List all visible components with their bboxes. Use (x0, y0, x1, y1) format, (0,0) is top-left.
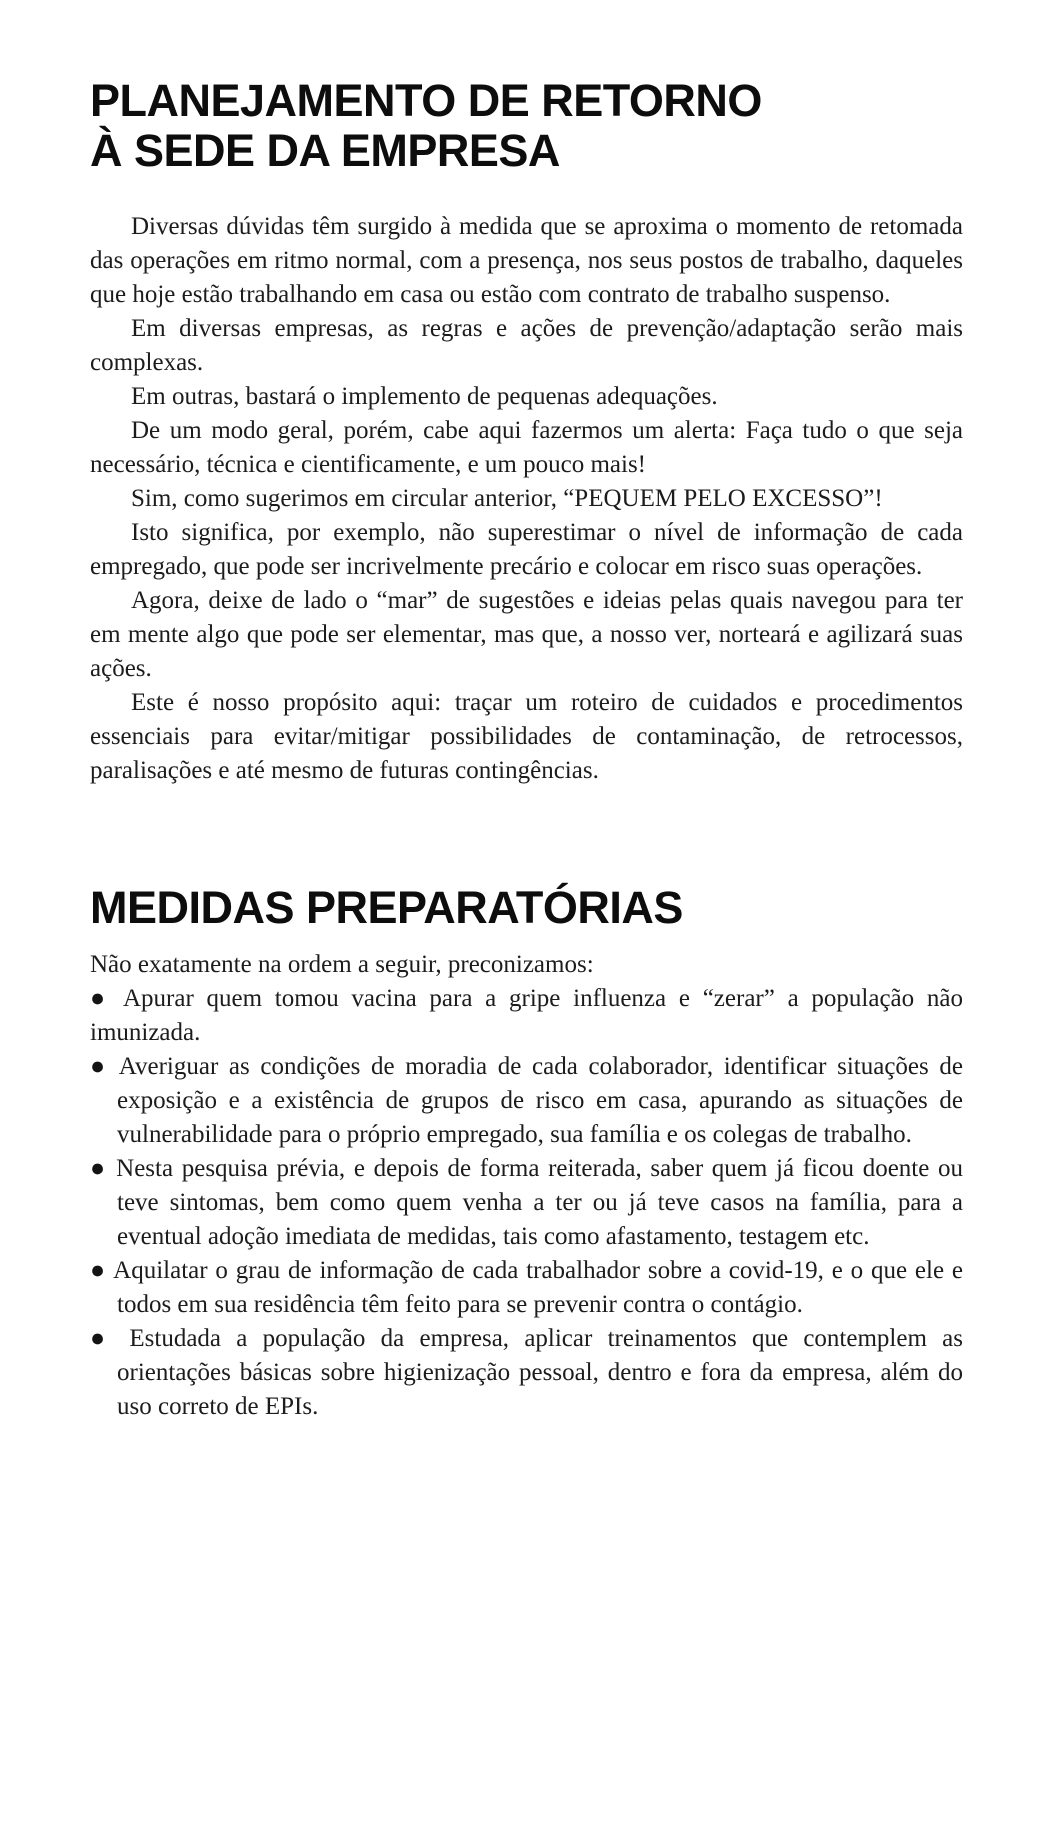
paragraph: Em diversas empresas, as regras e ações de prevenção/adaptação serão mais complexas. (90, 315, 963, 376)
paragraph: Isto significa, por exemplo, não superestimar o nível de informação de cada empregado, que pode ser incrivelmente precário e colocar em risco suas operações. (90, 519, 963, 580)
paragraph: De um modo geral, porém, cabe aqui fazermos um alerta: Faça tudo o que seja necessário, técnica e cientificamente, e um pouco mais! (90, 417, 963, 478)
bullet-item (90, 1050, 963, 1152)
paragraph: Agora, deixe de lado o “mar” de sugestões e ideias pelas quais navegou para ter em mente algo que pode ser elementar, mas que, a nosso ver, norteará e agilizará suas ações. (90, 587, 963, 682)
bullet-text: Nesta pesquisa prévia, e depois de forma reiterada, saber quem já ficou doente ou teve sintomas, bem como quem venha a ter ou já teve casos na família, para a eventual adoção imediata de medidas, tais como afastamento, testagem etc. (116, 1155, 963, 1250)
bullet-icon: ● (90, 1257, 107, 1284)
bullet-icon: ● (90, 1155, 108, 1182)
bullet-text: Averiguar as condições de moradia de cada colaborador, identificar situações de exposição e a existência de grupos de risco em casa, apurando as situações de vulnerabilidade para o próprio empregado, sua família e os colegas de trabalho. (117, 1053, 963, 1148)
page-title-line-1: PLANEJAMENTO DE RETORNO (90, 75, 762, 126)
bullet-item (90, 1254, 963, 1322)
bullet-text: Apurar quem tomou vacina para a gripe influenza e “zerar” a população não imunizada. (90, 985, 963, 1046)
bullet-icon: ● (90, 1053, 110, 1080)
paragraph: Este é nosso propósito aqui: traçar um roteiro de cuidados e procedimentos essenciais para evitar/mitigar possibilidades de contaminação, de retrocessos, paralisações e até mesmo de futuras contingências. (90, 689, 963, 784)
bullet-item (90, 982, 963, 1050)
page-title (90, 76, 963, 176)
bullet-item (90, 1322, 963, 1424)
bullet-icon: ● (90, 1325, 115, 1352)
document-page (0, 76, 1063, 1830)
bullet-icon: ● (90, 985, 112, 1012)
paragraph: Em outras, bastará o implemento de pequenas adequações. (131, 383, 718, 410)
section-heading: MEDIDAS PREPARATÓRIAS (90, 882, 683, 933)
paragraph: Diversas dúvidas têm surgido à medida que se aproxima o momento de retomada das operações em ritmo normal, com a presença, nos seus postos de trabalho, daqueles que hoje estão trabalhando em casa ou estão com contrato de trabalho suspenso. (90, 213, 963, 308)
list-intro: Não exatamente na ordem a seguir, preconizamos: (90, 951, 594, 978)
page-title-line-2: À SEDE DA EMPRESA (90, 125, 560, 176)
bullet-item (90, 1152, 963, 1254)
paragraph: Sim, como sugerimos em circular anterior, “PEQUEM PELO EXCESSO”! (131, 485, 883, 512)
bullet-text: Estudada a população da empresa, aplicar treinamentos que contemplem as orientações básicas sobre higienização pessoal, dentro e fora da empresa, além do uso correto de EPIs. (117, 1325, 963, 1420)
bullet-list (90, 982, 963, 1424)
bullet-text: Aquilatar o grau de informação de cada trabalhador sobre a covid-19, e o que ele e todos em sua residência têm feito para se prevenir contra o contágio. (113, 1257, 964, 1318)
